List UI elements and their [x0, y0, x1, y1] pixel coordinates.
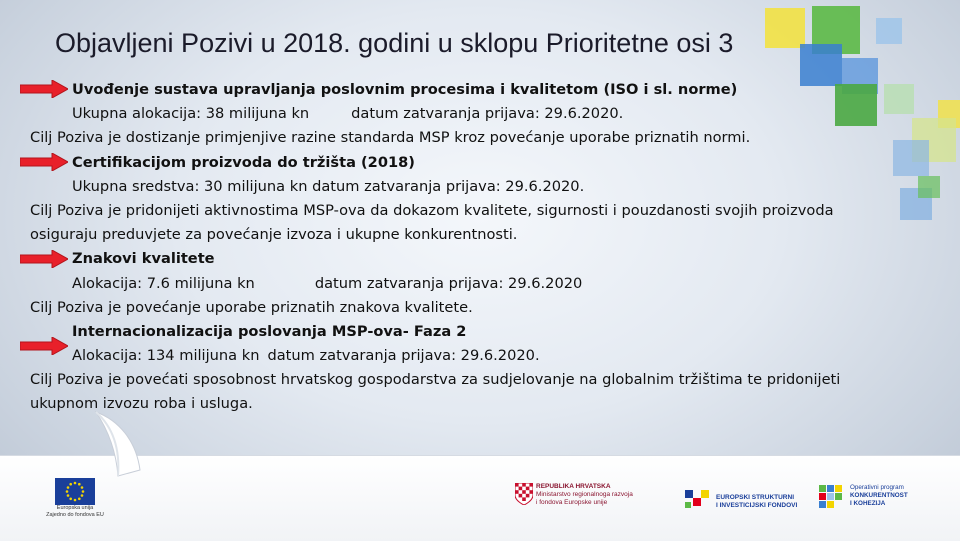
- esi-funds-logo-icon: [683, 488, 713, 512]
- call-goal: Cilj Poziva je povećati sposobnost hrvatskog gospodarstva za sudjelovanje na globalnim tržištima te pridonijeti: [30, 371, 841, 389]
- esi-funds-logo-text: [716, 494, 797, 510]
- call-allocation-line: [30, 175, 940, 199]
- ministry-logo-text: [536, 483, 633, 507]
- eu-caption-line: Zajedno do fondova EU: [46, 512, 104, 518]
- eu-caption-line: Europska unija: [56, 505, 94, 511]
- call-heading: Internacionalizacija poslovanja MSP-ova- Faza 2: [72, 322, 467, 340]
- croatian-coat-of-arms-icon: [515, 483, 533, 505]
- esi-line: EUROPSKI STRUKTURNI: [716, 494, 795, 501]
- page-curl-graphic: [88, 410, 148, 480]
- call-allocation-line: [30, 102, 940, 126]
- call-deadline: datum zatvaranja prijava: 29.6.2020.: [312, 177, 585, 195]
- operational-programme-logo-icon: [818, 484, 844, 510]
- call-heading: Uvođenje sustava upravljanja poslovnim procesima i kvalitetom (ISO i sl. norme): [72, 81, 738, 98]
- op-logo-text: [850, 484, 908, 508]
- eu-caption: [30, 505, 120, 519]
- ministry-line: i fondova Europske unije: [536, 499, 608, 506]
- ministry-line: Ministarstvo regionalnoga razvoja: [536, 491, 633, 498]
- deco-square-yellow: [765, 8, 805, 48]
- page-title: Objavljeni Pozivi u 2018. godini u sklopu Prioritetne osi 3: [55, 28, 734, 58]
- call-deadline: datum zatvaranja prijava: 29.6.2020: [314, 274, 583, 292]
- call-goal: osiguraju preduvjete za povećanje izvoza i ukupne konkurentnosti.: [30, 226, 518, 244]
- call-allocation: Alokacija: 7.6 milijuna kn: [72, 274, 255, 292]
- call-goal: Cilj Poziva je povećanje uporabe priznatih znakova kvalitete.: [30, 298, 473, 316]
- op-line: Operativni program: [850, 484, 904, 491]
- call-goal: Cilj Poziva je dostizanje primjenjive razine standarda MSP kroz povećanje uporabe priznatih normi.: [30, 129, 751, 147]
- call-allocation-line: [30, 344, 940, 368]
- call-allocation: Ukupna sredstva: 30 milijuna kn: [72, 177, 308, 195]
- eu-flag-icon: [55, 478, 95, 505]
- call-heading: Certifikacijom proizvoda do tržišta (2018): [72, 153, 415, 171]
- call-allocation: Ukupna alokacija: 38 milijuna kn: [72, 105, 310, 123]
- call-deadline: datum zatvaranja prijava: 29.6.2020.: [351, 105, 624, 123]
- op-line: I KOHEZIJA: [850, 500, 886, 507]
- call-deadline: datum zatvaranja prijava: 29.6.2020.: [267, 347, 540, 365]
- esi-line: I INVESTICIJSKI FONDOVI: [716, 502, 798, 509]
- ministry-line: REPUBLIKA HRVATSKA: [536, 483, 611, 490]
- call-allocation: Alokacija: 134 milijuna kn: [72, 347, 260, 365]
- call-heading: Znakovi kvalitete: [72, 250, 215, 268]
- call-goal: ukupnom izvozu roba i usluga.: [30, 395, 253, 413]
- op-line: KONKURENTNOST: [850, 492, 908, 499]
- calls-content: [30, 78, 940, 417]
- deco-square-lightblue: [876, 18, 902, 44]
- call-goal: Cilj Poziva je pridonijeti aktivnostima MSP-ova da dokazom kvalitete, sigurnosti i pouzdanosti svojih proizvoda: [30, 201, 834, 219]
- call-allocation-line: [30, 272, 940, 296]
